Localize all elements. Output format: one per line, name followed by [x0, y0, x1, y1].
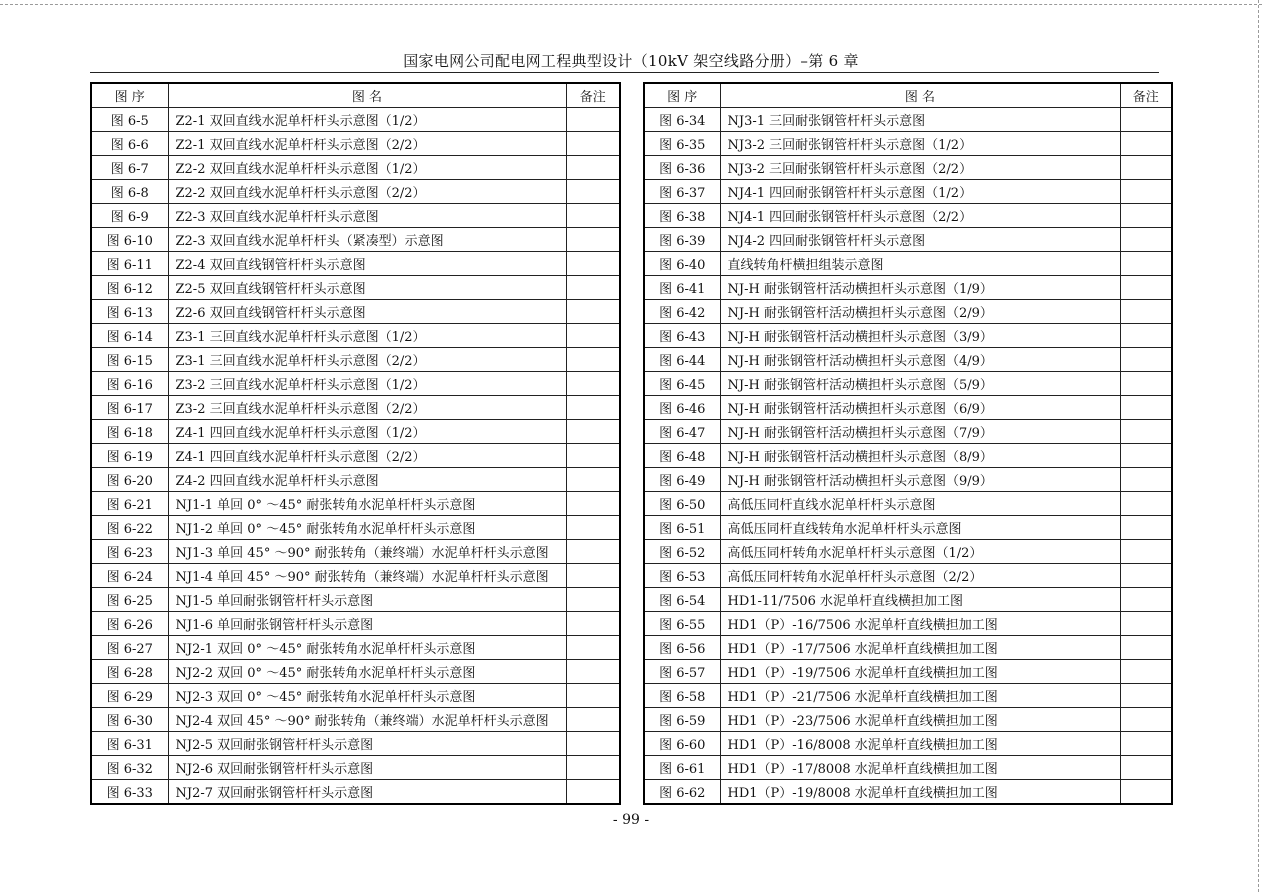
table-row: [91, 684, 620, 708]
figure-remark: [566, 780, 620, 805]
figure-remark: [1120, 516, 1172, 540]
figure-title: HD1（P）-19/8008 水泥单杆直线横担加工图: [720, 780, 1120, 805]
figure-number: 图 6-27: [91, 636, 168, 660]
figure-number: 图 6-29: [91, 684, 168, 708]
figure-remark: [566, 516, 620, 540]
table-row: [91, 324, 620, 348]
figure-number: 图 6-50: [644, 492, 720, 516]
table-row: [91, 372, 620, 396]
table-row: [644, 396, 1172, 420]
figure-title: 直线转角杆横担组装示意图: [720, 252, 1120, 276]
figure-title: NJ4-1 四回耐张钢管杆杆头示意图（2/2）: [720, 204, 1120, 228]
figure-number: 图 6-11: [91, 252, 168, 276]
figure-title: Z4-2 四回直线水泥单杆杆头示意图: [168, 468, 566, 492]
figure-title: NJ1-6 单回耐张钢管杆杆头示意图: [168, 612, 566, 636]
figure-title: HD1（P）-17/7506 水泥单杆直线横担加工图: [720, 636, 1120, 660]
figure-number: 图 6-47: [644, 420, 720, 444]
figure-title: NJ1-1 单回 0° ～45° 耐张转角水泥单杆杆头示意图: [168, 492, 566, 516]
table-row: [91, 612, 620, 636]
table-row: [91, 276, 620, 300]
table-row: [91, 636, 620, 660]
table-row: [91, 396, 620, 420]
table-row: [644, 228, 1172, 252]
document-header-title: 国家电网公司配电网工程典型设计（10kV 架空线路分册）–第 6 章: [403, 52, 859, 70]
table-row: [91, 348, 620, 372]
header-remark: 备注: [566, 83, 620, 108]
figure-title: NJ4-1 四回耐张钢管杆杆头示意图（1/2）: [720, 180, 1120, 204]
figure-remark: [566, 444, 620, 468]
header-seq: 图 序: [644, 83, 720, 108]
table-row: [644, 540, 1172, 564]
table-row: [91, 516, 620, 540]
figure-remark: [1120, 252, 1172, 276]
figure-title: NJ2-1 双回 0° ～45° 耐张转角水泥单杆杆头示意图: [168, 636, 566, 660]
figure-number: 图 6-22: [91, 516, 168, 540]
table-row: [644, 612, 1172, 636]
figure-number: 图 6-7: [91, 156, 168, 180]
table-row: [91, 228, 620, 252]
figure-title: Z2-4 双回直线钢管杆杆头示意图: [168, 252, 566, 276]
page-crop-line-top: [0, 4, 1262, 5]
figure-number: 图 6-45: [644, 372, 720, 396]
figure-remark: [566, 132, 620, 156]
figure-title: HD1（P）-16/7506 水泥单杆直线横担加工图: [720, 612, 1120, 636]
figure-title: NJ-H 耐张钢管杆活动横担杆头示意图（6/9）: [720, 396, 1120, 420]
figure-remark: [1120, 396, 1172, 420]
table-header-row: [91, 83, 620, 108]
table-row: [91, 444, 620, 468]
page-crop-line-right: [1258, 0, 1259, 892]
figure-remark: [566, 564, 620, 588]
table-row: [91, 156, 620, 180]
figure-title: 高低压同杆转角水泥单杆杆头示意图（1/2）: [720, 540, 1120, 564]
figure-title: Z3-1 三回直线水泥单杆杆头示意图（1/2）: [168, 324, 566, 348]
figure-number: 图 6-24: [91, 564, 168, 588]
figure-remark: [1120, 564, 1172, 588]
figure-number: 图 6-44: [644, 348, 720, 372]
figure-number: 图 6-6: [91, 132, 168, 156]
figure-remark: [1120, 612, 1172, 636]
table-row: [91, 468, 620, 492]
figure-number: 图 6-54: [644, 588, 720, 612]
table-row: [91, 300, 620, 324]
header-name: 图 名: [168, 83, 566, 108]
figure-title: 高低压同杆直线转角水泥单杆杆头示意图: [720, 516, 1120, 540]
table-row: [91, 492, 620, 516]
figure-remark: [1120, 684, 1172, 708]
table-row: [91, 204, 620, 228]
figure-number: 图 6-49: [644, 468, 720, 492]
header-seq: 图 序: [91, 83, 168, 108]
figure-number: 图 6-57: [644, 660, 720, 684]
figure-title: Z2-3 双回直线水泥单杆杆头（紧凑型）示意图: [168, 228, 566, 252]
figure-title: NJ2-7 双回耐张钢管杆杆头示意图: [168, 780, 566, 805]
figure-title: NJ2-2 双回 0° ～45° 耐张转角水泥单杆杆头示意图: [168, 660, 566, 684]
figure-title: NJ1-3 单回 45° ～90° 耐张转角（兼终端）水泥单杆杆头示意图: [168, 540, 566, 564]
figure-title: HD1（P）-19/7506 水泥单杆直线横担加工图: [720, 660, 1120, 684]
table-row: [644, 564, 1172, 588]
figure-number: 图 6-40: [644, 252, 720, 276]
table-row: [644, 324, 1172, 348]
figure-title: NJ-H 耐张钢管杆活动横担杆头示意图（7/9）: [720, 420, 1120, 444]
figure-number: 图 6-34: [644, 108, 720, 132]
figure-title: 高低压同杆直线水泥单杆杆头示意图: [720, 492, 1120, 516]
figure-remark: [1120, 588, 1172, 612]
figure-remark: [566, 180, 620, 204]
figure-remark: [566, 636, 620, 660]
figure-number: 图 6-13: [91, 300, 168, 324]
figure-remark: [1120, 756, 1172, 780]
figure-number: 图 6-5: [91, 108, 168, 132]
figure-remark: [1120, 348, 1172, 372]
figure-title: NJ-H 耐张钢管杆活动横担杆头示意图（3/9）: [720, 324, 1120, 348]
figure-title: Z4-1 四回直线水泥单杆杆头示意图（2/2）: [168, 444, 566, 468]
figure-title: HD1（P）-21/7506 水泥单杆直线横担加工图: [720, 684, 1120, 708]
table-row: [644, 132, 1172, 156]
figure-remark: [1120, 156, 1172, 180]
figure-title: Z3-2 三回直线水泥单杆杆头示意图（1/2）: [168, 372, 566, 396]
figure-remark: [566, 588, 620, 612]
figure-number: 图 6-31: [91, 732, 168, 756]
table-row: [91, 660, 620, 684]
figure-title: NJ3-2 三回耐张钢管杆杆头示意图（2/2）: [720, 156, 1120, 180]
figure-remark: [566, 732, 620, 756]
figure-remark: [566, 252, 620, 276]
figure-remark: [1120, 300, 1172, 324]
figure-remark: [566, 348, 620, 372]
header-rule: [90, 72, 1159, 73]
figure-remark: [1120, 492, 1172, 516]
figure-number: 图 6-41: [644, 276, 720, 300]
drawing-index-table-right: [643, 82, 1173, 805]
table-row: [644, 252, 1172, 276]
figure-number: 图 6-14: [91, 324, 168, 348]
figure-title: NJ3-1 三回耐张钢管杆杆头示意图: [720, 108, 1120, 132]
figure-number: 图 6-9: [91, 204, 168, 228]
figure-number: 图 6-62: [644, 780, 720, 805]
figure-remark: [1120, 228, 1172, 252]
figure-title: NJ-H 耐张钢管杆活动横担杆头示意图（2/9）: [720, 300, 1120, 324]
figure-number: 图 6-60: [644, 732, 720, 756]
table-row: [644, 300, 1172, 324]
figure-title: NJ2-4 双回 45° ～90° 耐张转角（兼终端）水泥单杆杆头示意图: [168, 708, 566, 732]
table-row: [91, 180, 620, 204]
figure-title: 高低压同杆转角水泥单杆杆头示意图（2/2）: [720, 564, 1120, 588]
page-number: - 99 -: [612, 812, 650, 828]
figure-number: 图 6-21: [91, 492, 168, 516]
figure-remark: [1120, 732, 1172, 756]
table-row: [91, 708, 620, 732]
figure-remark: [566, 324, 620, 348]
figure-title: NJ-H 耐张钢管杆活动横担杆头示意图（5/9）: [720, 372, 1120, 396]
figure-title: Z3-2 三回直线水泥单杆杆头示意图（2/2）: [168, 396, 566, 420]
figure-title: NJ-H 耐张钢管杆活动横担杆头示意图（4/9）: [720, 348, 1120, 372]
figure-title: Z2-1 双回直线水泥单杆杆头示意图（2/2）: [168, 132, 566, 156]
figure-number: 图 6-16: [91, 372, 168, 396]
figure-number: 图 6-23: [91, 540, 168, 564]
figure-remark: [566, 108, 620, 132]
figure-number: 图 6-28: [91, 660, 168, 684]
figure-remark: [566, 468, 620, 492]
figure-remark: [1120, 540, 1172, 564]
figure-title: Z4-1 四回直线水泥单杆杆头示意图（1/2）: [168, 420, 566, 444]
figure-remark: [566, 420, 620, 444]
figure-number: 图 6-48: [644, 444, 720, 468]
table-row: [644, 660, 1172, 684]
figure-remark: [566, 204, 620, 228]
figure-title: Z3-1 三回直线水泥单杆杆头示意图（2/2）: [168, 348, 566, 372]
figure-number: 图 6-52: [644, 540, 720, 564]
figure-title: NJ1-4 单回 45° ～90° 耐张转角（兼终端）水泥单杆杆头示意图: [168, 564, 566, 588]
figure-title: HD1（P）-23/7506 水泥单杆直线横担加工图: [720, 708, 1120, 732]
table-row: [644, 276, 1172, 300]
header-remark: 备注: [1120, 83, 1172, 108]
figure-number: 图 6-42: [644, 300, 720, 324]
table-row: [644, 372, 1172, 396]
figure-number: 图 6-56: [644, 636, 720, 660]
figure-title: NJ2-5 双回耐张钢管杆杆头示意图: [168, 732, 566, 756]
figure-remark: [1120, 444, 1172, 468]
figure-number: 图 6-10: [91, 228, 168, 252]
figure-title: NJ-H 耐张钢管杆活动横担杆头示意图（9/9）: [720, 468, 1120, 492]
table-row: [644, 156, 1172, 180]
table-row: [91, 588, 620, 612]
figure-number: 图 6-20: [91, 468, 168, 492]
figure-title: HD1（P）-16/8008 水泥单杆直线横担加工图: [720, 732, 1120, 756]
table-row: [644, 492, 1172, 516]
table-row: [644, 444, 1172, 468]
figure-number: 图 6-32: [91, 756, 168, 780]
figure-remark: [1120, 132, 1172, 156]
figure-title: HD1-11/7506 水泥单杆直线横担加工图: [720, 588, 1120, 612]
table-row: [91, 540, 620, 564]
table-row: [91, 108, 620, 132]
table-row: [91, 564, 620, 588]
figure-remark: [566, 756, 620, 780]
figure-title: NJ2-3 双回 0° ～45° 耐张转角水泥单杆杆头示意图: [168, 684, 566, 708]
figure-remark: [1120, 180, 1172, 204]
table-header-row: [644, 83, 1172, 108]
figure-remark: [1120, 420, 1172, 444]
figure-number: 图 6-25: [91, 588, 168, 612]
table-row: [644, 468, 1172, 492]
figure-title: Z2-2 双回直线水泥单杆杆头示意图（2/2）: [168, 180, 566, 204]
figure-title: NJ-H 耐张钢管杆活动横担杆头示意图（8/9）: [720, 444, 1120, 468]
table-row: [644, 204, 1172, 228]
table-row: [91, 780, 620, 805]
figure-remark: [1120, 324, 1172, 348]
figure-number: 图 6-53: [644, 564, 720, 588]
figure-number: 图 6-19: [91, 444, 168, 468]
table-row: [644, 636, 1172, 660]
table-row: [91, 732, 620, 756]
figure-number: 图 6-15: [91, 348, 168, 372]
figure-number: 图 6-8: [91, 180, 168, 204]
figure-title: NJ3-2 三回耐张钢管杆杆头示意图（1/2）: [720, 132, 1120, 156]
figure-title: Z2-6 双回直线钢管杆杆头示意图: [168, 300, 566, 324]
figure-remark: [566, 228, 620, 252]
figure-remark: [566, 372, 620, 396]
figure-number: 图 6-58: [644, 684, 720, 708]
table-row: [644, 420, 1172, 444]
figure-number: 图 6-61: [644, 756, 720, 780]
figure-remark: [1120, 204, 1172, 228]
table-row: [644, 684, 1172, 708]
figure-remark: [1120, 108, 1172, 132]
figure-remark: [566, 660, 620, 684]
table-row: [644, 708, 1172, 732]
figure-remark: [1120, 708, 1172, 732]
figure-title: Z2-3 双回直线水泥单杆杆头示意图: [168, 204, 566, 228]
table-row: [644, 780, 1172, 805]
table-row: [91, 420, 620, 444]
figure-number: 图 6-12: [91, 276, 168, 300]
figure-remark: [566, 540, 620, 564]
figure-remark: [566, 708, 620, 732]
figure-number: 图 6-55: [644, 612, 720, 636]
figure-remark: [1120, 276, 1172, 300]
table-row: [91, 132, 620, 156]
table-row: [644, 756, 1172, 780]
figure-title: NJ-H 耐张钢管杆活动横担杆头示意图（1/9）: [720, 276, 1120, 300]
figure-remark: [1120, 372, 1172, 396]
figure-number: 图 6-36: [644, 156, 720, 180]
figure-number: 图 6-43: [644, 324, 720, 348]
table-row: [91, 252, 620, 276]
figure-number: 图 6-39: [644, 228, 720, 252]
figure-remark: [566, 156, 620, 180]
table-row: [91, 756, 620, 780]
table-row: [644, 348, 1172, 372]
figure-title: Z2-5 双回直线钢管杆杆头示意图: [168, 276, 566, 300]
figure-title: NJ4-2 四回耐张钢管杆杆头示意图: [720, 228, 1120, 252]
figure-number: 图 6-38: [644, 204, 720, 228]
table-row: [644, 588, 1172, 612]
figure-number: 图 6-18: [91, 420, 168, 444]
figure-remark: [566, 276, 620, 300]
figure-title: NJ2-6 双回耐张钢管杆杆头示意图: [168, 756, 566, 780]
figure-title: NJ1-5 单回耐张钢管杆杆头示意图: [168, 588, 566, 612]
figure-number: 图 6-51: [644, 516, 720, 540]
figure-remark: [566, 300, 620, 324]
figure-title: Z2-2 双回直线水泥单杆杆头示意图（1/2）: [168, 156, 566, 180]
figure-number: 图 6-17: [91, 396, 168, 420]
figure-remark: [566, 684, 620, 708]
figure-remark: [566, 492, 620, 516]
table-row: [644, 180, 1172, 204]
figure-remark: [1120, 780, 1172, 805]
figure-title: NJ1-2 单回 0° ～45° 耐张转角水泥单杆杆头示意图: [168, 516, 566, 540]
figure-remark: [1120, 468, 1172, 492]
figure-number: 图 6-59: [644, 708, 720, 732]
figure-remark: [1120, 636, 1172, 660]
figure-title: HD1（P）-17/8008 水泥单杆直线横担加工图: [720, 756, 1120, 780]
figure-number: 图 6-35: [644, 132, 720, 156]
drawing-index-table-left: [90, 82, 621, 805]
figure-number: 图 6-46: [644, 396, 720, 420]
figure-remark: [1120, 660, 1172, 684]
figure-remark: [566, 396, 620, 420]
table-row: [644, 516, 1172, 540]
figure-number: 图 6-26: [91, 612, 168, 636]
figure-number: 图 6-30: [91, 708, 168, 732]
figure-number: 图 6-33: [91, 780, 168, 805]
header-name: 图 名: [720, 83, 1120, 108]
table-row: [644, 108, 1172, 132]
figure-title: Z2-1 双回直线水泥单杆杆头示意图（1/2）: [168, 108, 566, 132]
figure-remark: [566, 612, 620, 636]
figure-number: 图 6-37: [644, 180, 720, 204]
table-row: [644, 732, 1172, 756]
